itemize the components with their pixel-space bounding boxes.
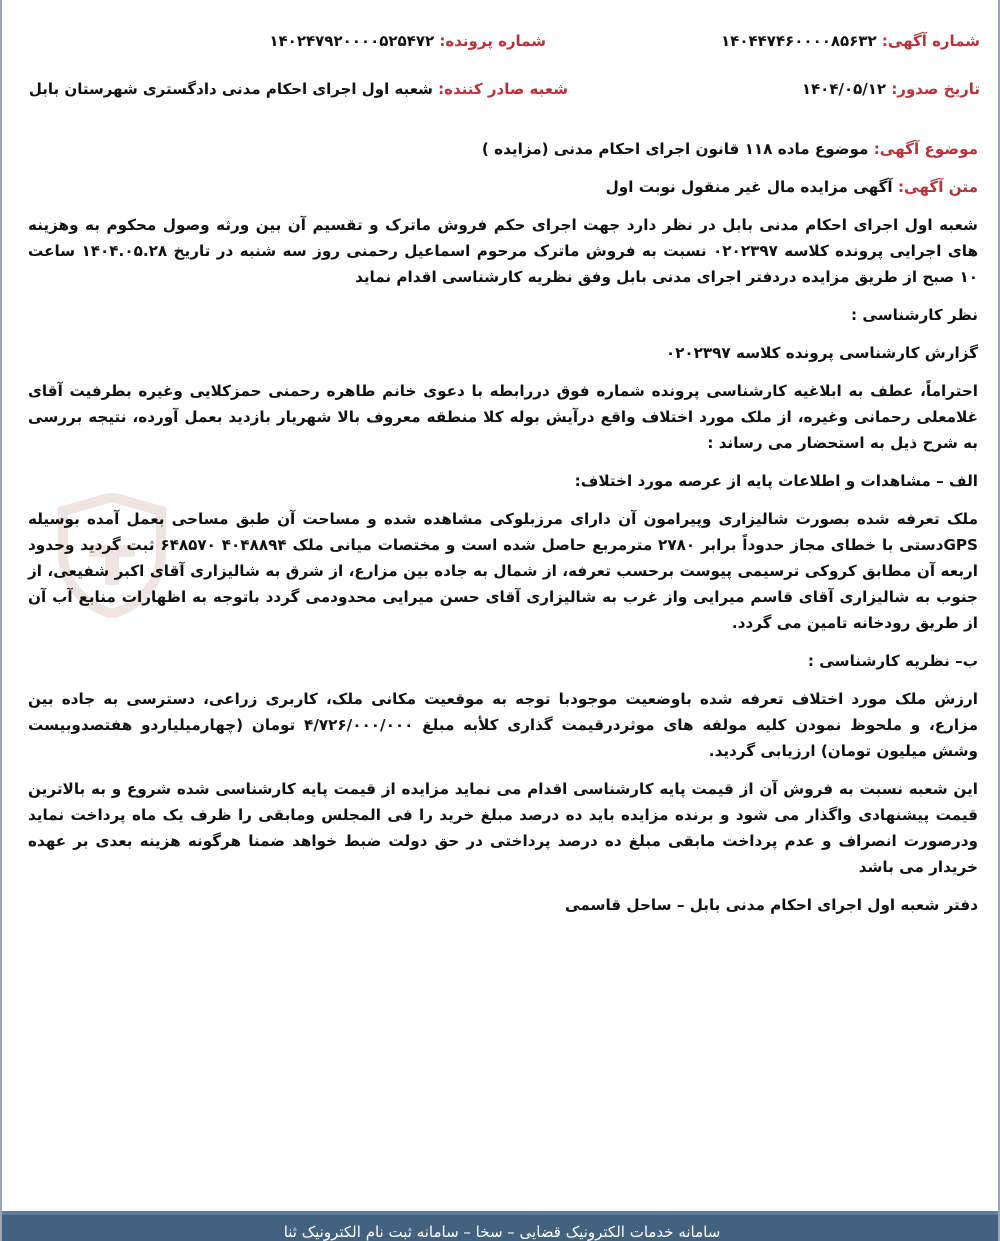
signature-line: دفتر شعبه اول اجرای احکام مدنی بابل – ساحل قاسمی [564, 896, 978, 914]
report-heading: گزارش کارشناسی پرونده کلاسه ۰۲۰۲۳۹۷ [665, 344, 978, 362]
expert-heading: نظر کارشناسی : [850, 306, 978, 324]
section-a-heading: الف – مشاهدات و اطلاعات پایه از عرصه مورد اختلاف: [574, 472, 978, 490]
body-title-line [28, 174, 978, 200]
case-number: ۱۴۰۲۴۷۹۲۰۰۰۰۵۲۵۴۷۲ [269, 32, 435, 50]
subject-label: موضوع آگهی: [873, 140, 978, 158]
issuing-branch-label: شعبه صادر کننده: [438, 80, 568, 98]
intro-paragraph: شعبه اول اجرای احکام مدنی بابل در نظر دارد جهت اجرای حکم فروش ماترک و تقسیم آن بین ورثه وصول محکوم به وهزینه های اجرایی پرونده کلاسه ۰۲۰۲۳۹۷ نسبت به فروش ماترک مرحوم اسماعیل رحمنی روز سه شنبه در تاریخ ۱۴۰۴.۰۵.۲۸ ساعت ۱۰ صبح از طریق مزایده دردفتر اجرای مدنی بابل وفق نظریه کارشناسی اقدام نماید [28, 216, 978, 286]
body-title-label: متن آگهی: [897, 178, 978, 196]
issuing-branch: شعبه اول اجرای احکام مدنی دادگستری شهرستان بابل [28, 80, 433, 98]
footer-bar [2, 1211, 1000, 1241]
subject-line [28, 136, 978, 162]
subject-value: موضوع ماده ۱۱۸ قانون اجرای احکام مدنی (مزایده ) [481, 140, 869, 158]
notice-content [28, 136, 978, 930]
section-a-body: ملک تعرفه شده بصورت شالیزاری وپیرامون آن دارای مرزبلوکی مشاهده شده و مساحت آن طبق مساحی بعمل آمده بوسیله GPSدستی با خطای مجاز حدوداً برابر ۲۷۸۰ مترمربع حاصل شده است و مختصات میانی ملک ۴۰۴۸۸۹۴ ۶۴۸۵۷۰ ثبت گردید وحدود اربعه آن مطابق کروکی ترسیمی پیوست برحسب تعرفه، از شمال به جاده بین مزارع، از شرق به شالیزاری آقای اکبر شفیعی، از جنوب به شالیزاری آقای قاسم میرایی واز غرب به شالیزاری آقای حسن میرایی محدودمی گردد باتوجه به اظهارات منابع آب آن از طریق رودخانه تامین می گردد. [28, 510, 978, 632]
ad-number-label: شماره آگهی: [881, 32, 980, 50]
footer-text[interactable]: سامانه خدمات الکترونیک قضایی – سخا – سامانه ثبت نام الکترونیک ثنا [283, 1223, 721, 1241]
issue-date: ۱۴۰۴/۰۵/۱۲ [801, 80, 887, 98]
conditions-paragraph: این شعبه نسبت به فروش آن از قیمت پایه کارشناسی اقدام می نماید مزایده از قیمت پایه کارشناسی شده شروع و به بالاترین قیمت پیشنهادی واگذار می شود و برنده مزایده باید ده درصد مبلغ خرید را فی المجلس ومابقی را ظرف یک ماه پرداخت نماید ودرصورت انصراف و عدم پرداخت مابقی مبلغ ده درصد پرداختی در حق دولت ضبط خواهد ضمنا هرگونه هزینه بعدی بر عهده خریدار می باشد [28, 780, 978, 876]
case-number-row [269, 32, 546, 50]
case-number-label: شماره پرونده: [439, 32, 546, 50]
issuing-branch-row [29, 80, 568, 98]
body-title-value: آگهی مزایده مال غیر منقول نوبت اول [605, 178, 893, 196]
greeting-paragraph: احتراماً، عطف به ابلاغیه کارشناسی پرونده شماره فوق دررابطه با دعوی خانم طاهره رحمنی حمزکلایی وغیره بطرفیت آقای غلامعلی رحمانی وغیره، از ملک مورد اختلاف واقع درآیش بوله کلا منطقه معروف بالا شهریار بازدید بعمل آورده، نتیجه بررسی به شرح ذیل به استحضار می رساند : [28, 382, 978, 452]
issue-date-label: تاریخ صدور: [891, 80, 980, 98]
section-b-heading: ب– نظریه کارشناسی : [807, 652, 978, 670]
ad-number: ۱۴۰۴۴۷۴۶۰۰۰۰۸۵۶۳۲ [721, 32, 877, 50]
ad-number-row [721, 32, 980, 50]
issue-date-row [802, 80, 980, 98]
section-b-body: ارزش ملک مورد اختلاف تعرفه شده باوضعیت موجودبا توجه به موقعیت مکانی ملک، کاربری زراعی، دسترسی به جاده بین مزارع، و ملحوظ نمودن کلیه مولفه های موثردرقیمت گذاری کلأبه مبلغ ۴/۷۲۶/۰۰۰/۰۰۰ تومان (چهارمیلیاردو هفتصدوبیست وشش میلیون تومان) ارزیابی گردید. [28, 690, 978, 760]
